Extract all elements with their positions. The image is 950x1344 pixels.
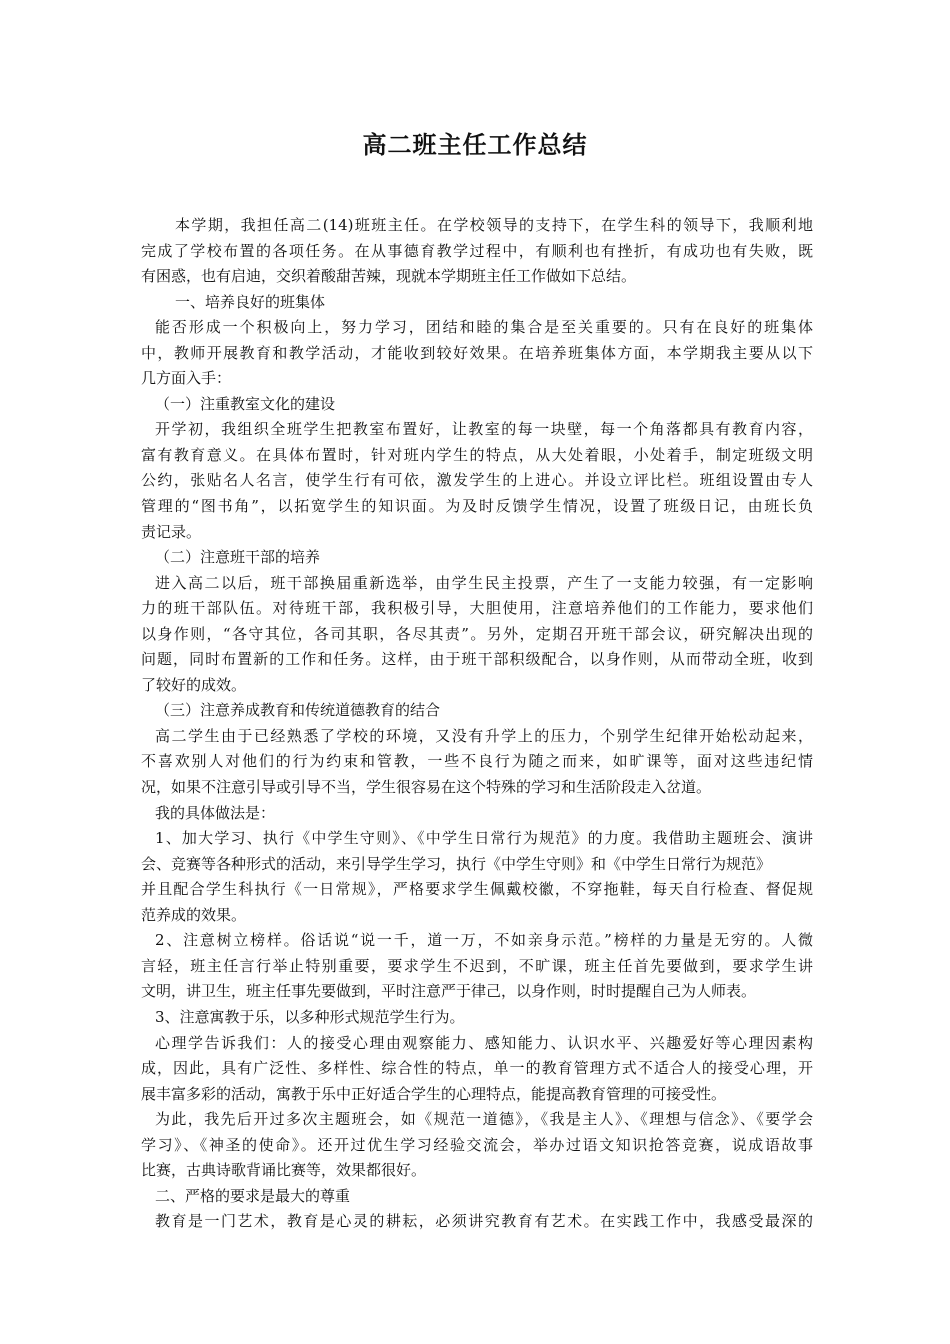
document-body (141, 213, 813, 1235)
text-line: 管理的“图书角”，以拓宽学生的知识面。为及时反馈学生情况，设置了班级日记，由班长负 (141, 497, 813, 516)
text-line: 完成了学校布置的各项任务。在从事德育教学过程中，有顺利也有挫折，有成功也有失败，既 (141, 241, 813, 260)
text-line: 2、注意树立榜样。俗话说“说一千，道一万，不如亲身示范。”榜样的力量是无穷的。人微 (155, 931, 813, 950)
text-line: 教育是一门艺术，教育是心灵的耕耘，必须讲究教育有艺术。在实践工作中，我感受最深的 (155, 1212, 813, 1231)
text-line: 展丰富多彩的活动，寓教于乐中正好适合学生的心理特点，能提高教育管理的可接受性。 (141, 1084, 727, 1103)
text-line: 有困惑，也有启迪，交织着酸甜苦辣，现就本学期班主任工作做如下总结。 (141, 267, 637, 286)
text-line: 以身作则，“各守其位，各司其职，各尽其责”。另外，定期召开班干部会议，研究解决出现的 (141, 624, 813, 643)
text-line: （二）注意班干部的培养 (155, 548, 321, 567)
text-line: 学习》、《神圣的使命》。还开过优生学习经验交流会，举办过语文知识抢答竞赛，说成语故事 (141, 1135, 813, 1154)
text-line: 中，教师开展教育和教学活动，才能收到较好效果。在培养班集体方面，本学期我主要从以下 (141, 343, 813, 362)
text-line: 范养成的效果。 (141, 905, 247, 924)
text-line: 本学期，我担任高二(14)班班主任。在学校领导的支持下，在学生科的领导下，我顺利地 (175, 216, 813, 234)
text-line: 问题，同时布置新的工作和任务。这样，由于班干部积级配合，以身作则，从而带动全班，收到 (141, 650, 813, 669)
text-line: 进入高二以后，班干部换届重新选举，由学生民主投票，产生了一支能力较强，有一定影响 (155, 573, 813, 592)
text-line: 公约，张贴名人名言，使学生行有可依，激发学生的上进心。并设立评比栏。班组设置由专人 (141, 471, 813, 490)
text-line: 为此，我先后开过多次主题班会，如《规范一道德》，《我是主人》、《理想与信念》、《要学会 (155, 1110, 813, 1129)
text-line: 开学初，我组织全班学生把教室布置好，让教室的每一块壁，每一个角落都具有教育内容， (155, 420, 813, 439)
text-line: 言轻，班主任言行举止特别重要，要求学生不迟到，不旷课，班主任首先要做到，要求学生讲 (141, 956, 813, 975)
text-line: 力的班干部队伍。对待班干部，我积极引导，大胆使用，注意培养他们的工作能力，要求他们 (141, 599, 813, 618)
text-line: 高二学生由于已经熟悉了学校的环境，又没有升学上的压力，个别学生纪律开始松动起来， (155, 726, 813, 745)
text-line: 1、加大学习、执行《中学生守则》、《中学生日常行为规范》的力度。我借助主题班会、演讲 (155, 829, 813, 848)
text-line: 文明，讲卫生，班主任事先要做到，平时注意严于律己，以身作则，时时提醒自己为人师表。 (141, 982, 757, 1001)
text-line: 况，如果不注意引导或引导不当，学生很容易在这个特殊的学习和生活阶段走入岔道。 (141, 778, 712, 797)
text-line: （一）注重教室文化的建设 (155, 394, 336, 413)
text-line: 会、竞赛等各种形式的活动，来引导学生学习，执行《中学生守则》和《中学生日常行为规范》 (141, 854, 772, 873)
text-line: 一、培养良好的班集体 (175, 292, 326, 311)
text-line: 并且配合学生科执行《一日常规》，严格要求学生佩戴校徽，不穿拖鞋，每天自行检查、督促规 (141, 880, 813, 899)
text-line: 成，因此，具有广泛性、多样性、综合性的特点，单一的教育管理方式不适合人的接受心理，开 (141, 1059, 813, 1078)
document-title: 高二班主任工作总结 (362, 131, 588, 159)
text-line: 3、注意寓教于乐，以多种形式规范学生行为。 (155, 1007, 465, 1026)
text-line: 富有教育意义。在具体布置时，针对班内学生的特点，从大处着眼，小处着手，制定班级文明 (141, 445, 813, 464)
text-line: 几方面入手： (141, 369, 232, 388)
text-line: 责记录。 (141, 522, 202, 541)
text-line: 我的具体做法是： (155, 803, 276, 822)
text-line: 了较好的成效。 (141, 675, 247, 694)
text-line: 心理学告诉我们：人的接受心理由观察能力、感知能力、认识水平、兴趣爱好等心理因素构 (155, 1033, 813, 1052)
text-line: 能否形成一个积极向上，努力学习，团结和睦的集合是至关重要的。只有在良好的班集体 (155, 318, 813, 337)
text-line: 不喜欢别人对他们的行为约束和管教，一些不良行为随之而来，如旷课等，面对这些违纪情 (141, 752, 813, 771)
text-line: 二、严格的要求是最大的尊重 (155, 1186, 351, 1205)
text-line: （三）注意养成教育和传统道德教育的结合 (155, 701, 441, 720)
text-line: 比赛，古典诗歌背诵比赛等，效果都很好。 (141, 1161, 427, 1180)
